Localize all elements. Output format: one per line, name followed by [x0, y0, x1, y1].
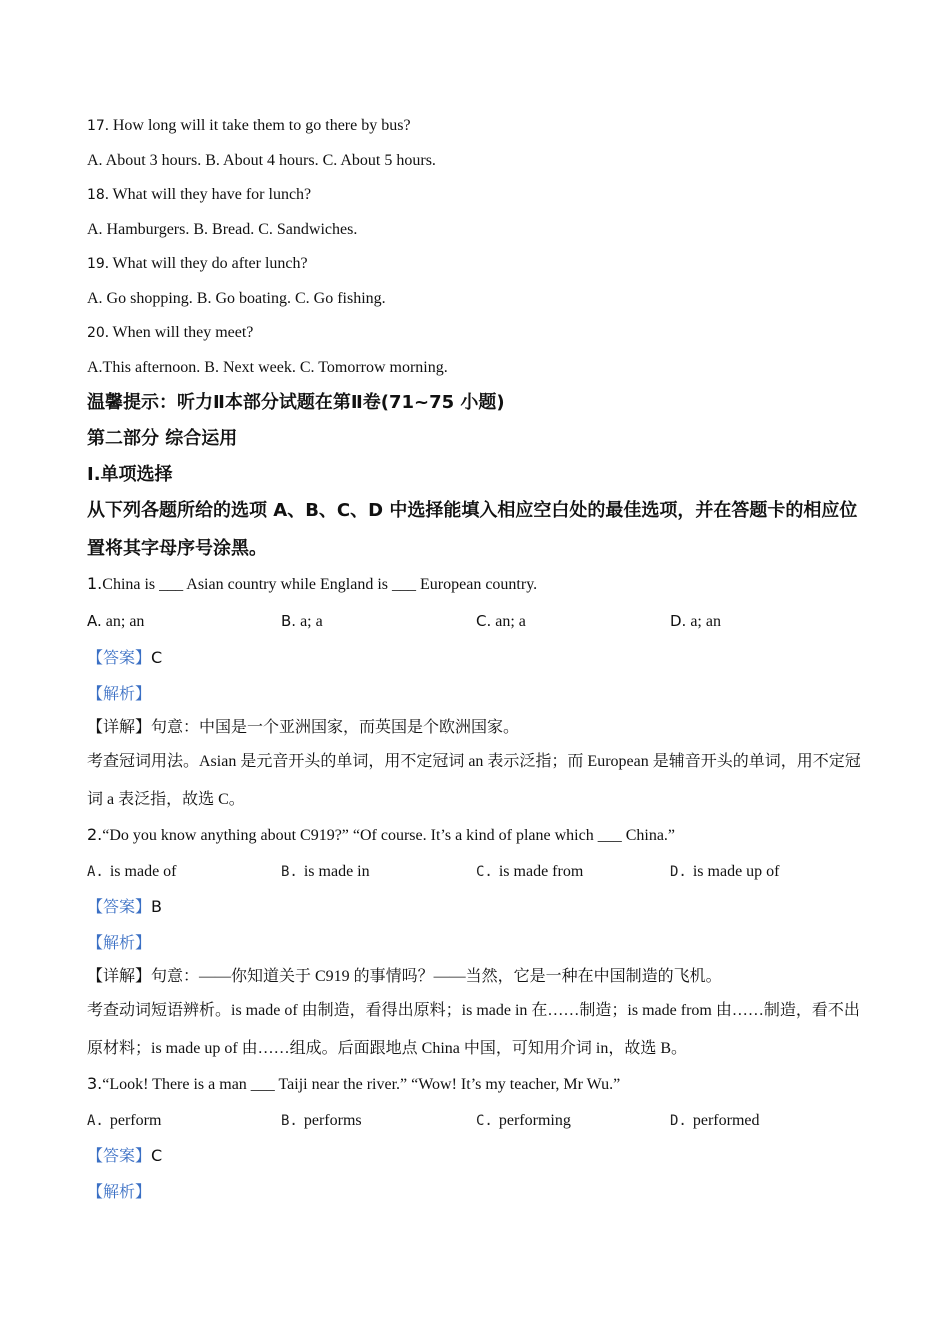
choices-3 [87, 1110, 867, 1132]
question-text: “Look! There is a man ___ Taiji near the river.” “Wow! It’s my teacher, Mr Wu.” [102, 1076, 621, 1093]
analysis-label-3: 【解析】 [87, 1182, 152, 1201]
listening-options-20: A.This afternoon. B. Next week. C. Tomorrow morning. [87, 359, 448, 376]
listening-options-18: A. Hamburgers. B. Bread. C. Sandwiches. [87, 221, 358, 238]
section-title: Ⅰ.单项选择 [87, 464, 173, 485]
answer-value: B [151, 897, 162, 916]
answer-label: 【答案】 [87, 648, 152, 667]
answer-label: 【答案】 [87, 897, 152, 916]
question-number: 19 [87, 256, 105, 272]
choice-b: B. a; a [281, 612, 323, 630]
explanation-1: 考查冠词用法。Asian 是元音开头的单词，用不定冠词 an 表示泛指；而 European 是辅音开头的单词，用不定冠词 a 表泛指，故选 C。 [87, 753, 861, 808]
choice-d: D. is made up of [670, 863, 780, 880]
listening-question-17: 17. How long will it take them to go there by bus? [87, 117, 411, 134]
choice-c: C. an; a [476, 612, 526, 630]
question-3 [87, 1073, 620, 1096]
answer-1 [87, 647, 162, 670]
listening-options-17: A. About 3 hours. B. About 4 hours. C. About 5 hours. [87, 152, 436, 169]
answer-3 [87, 1145, 162, 1168]
question-number: 1. [87, 574, 103, 593]
listening-options-19: A. Go shopping. B. Go boating. C. Go fishing. [87, 290, 386, 307]
choice-a: A. an; an [87, 612, 145, 630]
analysis-label-1: 【解析】 [87, 684, 152, 703]
choices-1 [87, 610, 867, 632]
notice: 温馨提示：听力Ⅱ本部分试题在第Ⅱ卷(71~75 小题) [87, 392, 505, 413]
detail-1: 【详解】句意：中国是一个亚洲国家，而英国是个欧洲国家。 [87, 719, 520, 736]
part-title: 第二部分 综合运用 [87, 428, 238, 449]
choice-d: D. a; an [670, 612, 721, 630]
listening-question-18: 18. What will they have for lunch? [87, 186, 312, 203]
choice-c: C. is made from [476, 863, 584, 880]
question-number: 18 [87, 187, 105, 203]
answer-value: C [151, 1146, 163, 1165]
question-text: “Do you know anything about C919?” “Of course. It’s a kind of plane which ___ China.” [102, 827, 676, 844]
choice-a: A. is made of [87, 863, 177, 880]
answer-value: C [151, 648, 163, 667]
question-number: 17 [87, 118, 105, 134]
detail-2: 【详解】句意：——你知道关于 C919 的事情吗？——当然，它是一种在中国制造的飞机。 [87, 968, 722, 985]
question-number: 20 [87, 325, 105, 341]
answer-2 [87, 896, 162, 919]
choice-c: C. performing [476, 1112, 571, 1129]
question-text: What will they do after lunch? [112, 255, 308, 272]
answer-label: 【答案】 [87, 1146, 152, 1165]
question-text: How long will it take them to go there by bus? [112, 117, 411, 134]
instructions: 从下列各题所给的选项 A、B、C、D 中选择能填入相应空白处的最佳选项，并在答题卡的相应位置将其字母序号涂黑。 [87, 500, 858, 559]
question-number: 2. [87, 825, 103, 844]
question-2 [87, 824, 675, 847]
explanation-2: 考查动词短语辨析。is made of 由制造，看得出原料；is made in 在……制造；is made from 由……制造，看不出原材料；is made up of 由……组成。后面跟地点 China 中国，可知用介词 in，故选 B。 [87, 1002, 860, 1057]
choice-b: B. is made in [281, 863, 370, 880]
choice-a: A. perform [87, 1112, 162, 1129]
listening-question-19: 19. What will they do after lunch? [87, 255, 308, 272]
choice-b: B. performs [281, 1112, 362, 1129]
choices-2 [87, 861, 867, 883]
question-text: When will they meet? [112, 324, 254, 341]
question-text: China is ___ Asian country while England is ___ European country. [102, 576, 538, 593]
question-text: What will they have for lunch? [112, 186, 312, 203]
listening-question-20: 20. When will they meet? [87, 324, 254, 341]
analysis-label-2: 【解析】 [87, 933, 152, 952]
question-number: 3. [87, 1074, 103, 1093]
question-1 [87, 573, 537, 596]
choice-d: D. performed [670, 1112, 760, 1129]
